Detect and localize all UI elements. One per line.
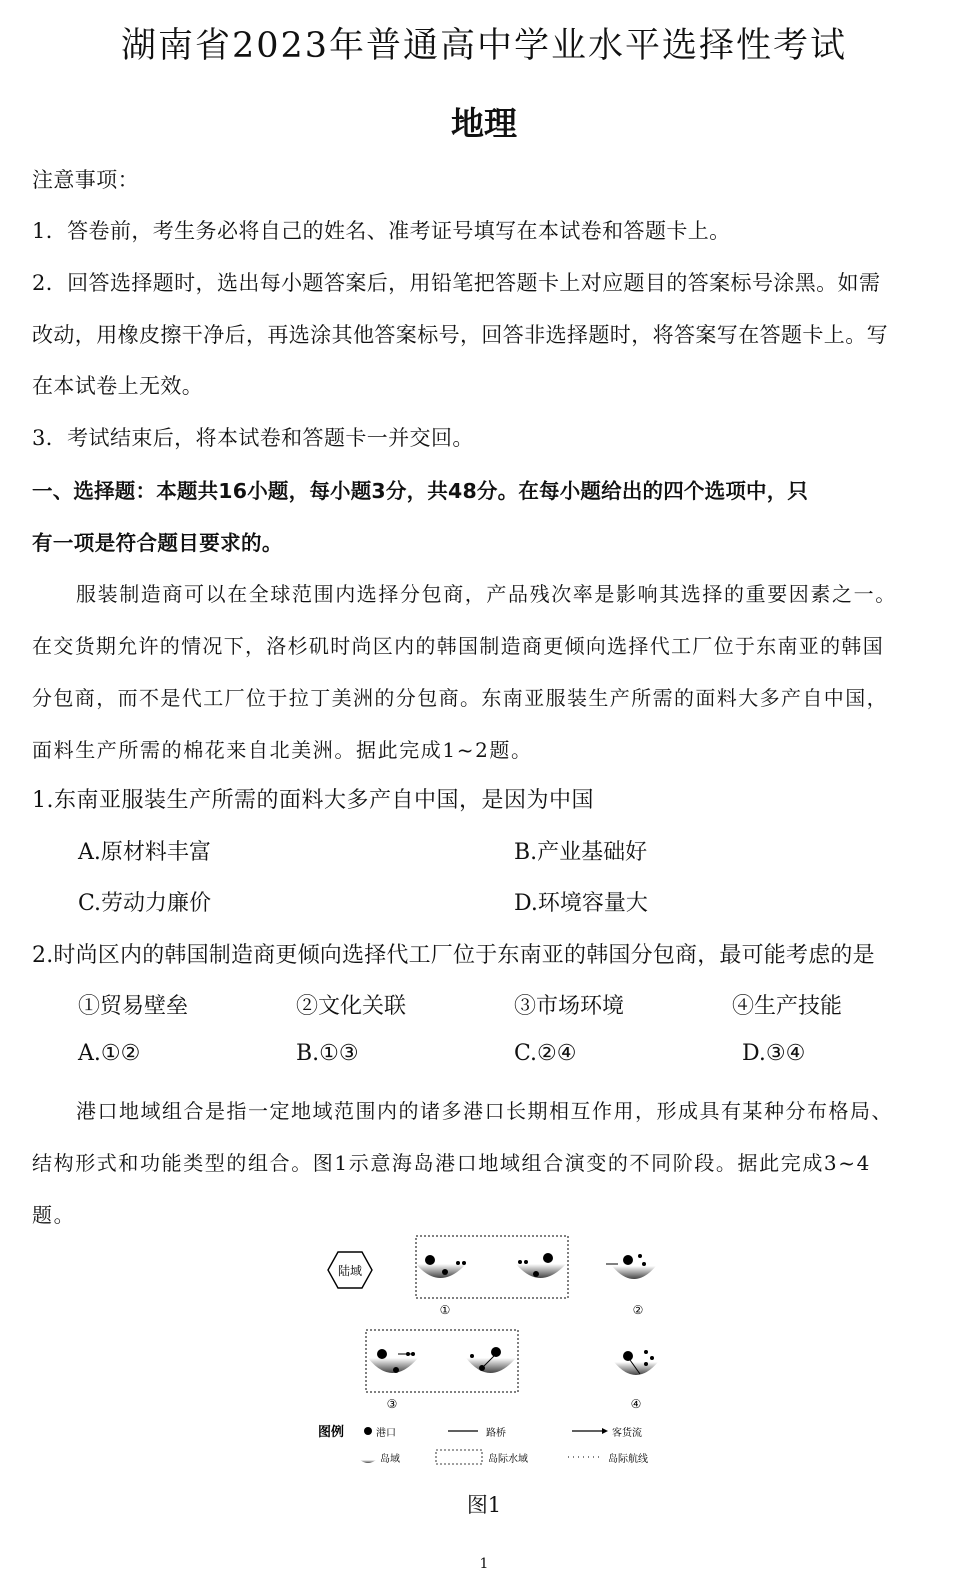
stage-3-island-a	[368, 1349, 418, 1373]
port-marker	[442, 1269, 448, 1275]
q1-option-a: A.原材料丰富	[78, 840, 211, 865]
passage2-line-1: 港口地域组合是指一定地域范围内的诸多港口长期相互作用，形成具有某种分布格局、	[76, 1099, 893, 1123]
figure-1-diagram	[310, 1228, 690, 1468]
notice-item-2-line-2: 改动，用橡皮擦干净后，再选涂其他答案标号，回答非选择题时，将答案写在答题卡上。写	[32, 323, 888, 347]
stage-1-island-a	[416, 1255, 466, 1278]
q2-item-1: ①贸易壁垒	[78, 994, 189, 1019]
notice-item-2-line-3: 在本试卷上无效。	[32, 374, 204, 398]
port-marker	[377, 1349, 387, 1359]
legend-island-label: 岛域	[380, 1454, 400, 1465]
exam-title: 湖南省2023年普通高中学业水平选择性考试	[120, 26, 848, 66]
stage-1-island-b	[516, 1253, 566, 1278]
port-marker	[543, 1253, 553, 1263]
legend-route-label: 岛际航线	[608, 1454, 648, 1465]
q2-item-2: ②文化关联	[296, 994, 407, 1019]
stage-3-island-b	[466, 1347, 516, 1373]
legend-title: 图例	[318, 1425, 345, 1440]
stage-1-label: ①	[439, 1303, 451, 1317]
notice-item-2-line-1: 2．回答选择题时，选出每小题答案后，用铅笔把答题卡上对应题目的答案标号涂黑。如需	[32, 271, 881, 295]
legend-island-icon	[360, 1460, 376, 1463]
legend-port-icon	[364, 1427, 372, 1435]
passage1-line-3: 分包商，而不是代工厂位于拉丁美洲的分包商。东南亚服装生产所需的面料大多产自中国，	[32, 686, 888, 710]
passage1-line-2: 在交货期允许的情况下，洛杉矶时尚区内的韩国制造商更倾向选择代工厂位于东南亚的韩国	[32, 634, 884, 658]
figure-caption: 图1	[466, 1493, 502, 1517]
q1-stem: 1.东南亚服装生产所需的面料大多产自中国，是因为中国	[32, 788, 594, 813]
q2-stem: 2.时尚区内的韩国制造商更倾向选择代工厂位于东南亚的韩国分包商，最可能考虑的是	[32, 943, 875, 968]
legend-bridge-label: 路桥	[486, 1428, 506, 1439]
port-marker	[491, 1347, 501, 1357]
stage-2-island	[606, 1254, 656, 1279]
notice-item-1: 1．答卷前，考生务必将自己的姓名、准考证号填写在本试卷和答题卡上。	[32, 219, 731, 243]
q1-option-b: B.产业基础好	[514, 840, 648, 865]
page-number: 1	[479, 1556, 489, 1572]
legend-water-label: 岛际水域	[488, 1454, 528, 1465]
port-marker	[623, 1255, 633, 1265]
port-marker	[425, 1255, 435, 1265]
subject-title: 地理	[451, 104, 517, 143]
notice-heading: 注意事项：	[32, 168, 139, 192]
stage-2-label: ②	[632, 1303, 644, 1317]
q1-option-c: C.劳动力廉价	[78, 891, 212, 916]
port-marker	[623, 1351, 633, 1361]
stage-4-island	[614, 1350, 658, 1375]
legend-water-icon	[436, 1450, 482, 1464]
passage1-line-1: 服装制造商可以在全球范围内选择分包商，产品残次率是影响其选择的重要因素之一。	[76, 582, 897, 606]
passage1-line-4: 面料生产所需的棉花来自北美洲。据此完成1~2题。	[32, 738, 533, 762]
passage2-line-3: 题。	[32, 1203, 76, 1227]
land-hexagon	[328, 1252, 372, 1288]
q2-item-3: ③市场环境	[514, 994, 625, 1019]
q1-option-d: D.环境容量大	[514, 891, 648, 916]
q2-option-a: A.①②	[78, 1041, 141, 1066]
port-marker	[393, 1367, 399, 1373]
notice-item-3: 3．考试结束后，将本试卷和答题卡一并交回。	[32, 426, 474, 450]
port-marker	[533, 1271, 539, 1277]
stage-4-label: ④	[630, 1397, 642, 1411]
q2-option-b: B.①③	[296, 1041, 359, 1066]
q2-item-4: ④生产技能	[732, 994, 843, 1019]
figure-legend	[318, 1424, 648, 1465]
legend-port-label: 港口	[376, 1428, 396, 1439]
land-label: 陆域	[337, 1264, 363, 1278]
q2-option-c: C.②④	[514, 1041, 577, 1066]
legend-flow-label: 客货流	[612, 1428, 642, 1439]
stage-3-label: ③	[386, 1397, 398, 1411]
section-heading-line-1: 一、选择题：本题共16小题，每小题3分，共48分。在每小题给出的四个选项中，只	[32, 479, 809, 503]
section-heading-line-2: 有一项是符合题目要求的。	[32, 531, 283, 555]
q2-option-d: D.③④	[742, 1041, 806, 1066]
passage2-line-2: 结构形式和功能类型的组合。图1示意海岛港口地域组合演变的不同阶段。据此完成3~4	[32, 1151, 871, 1175]
